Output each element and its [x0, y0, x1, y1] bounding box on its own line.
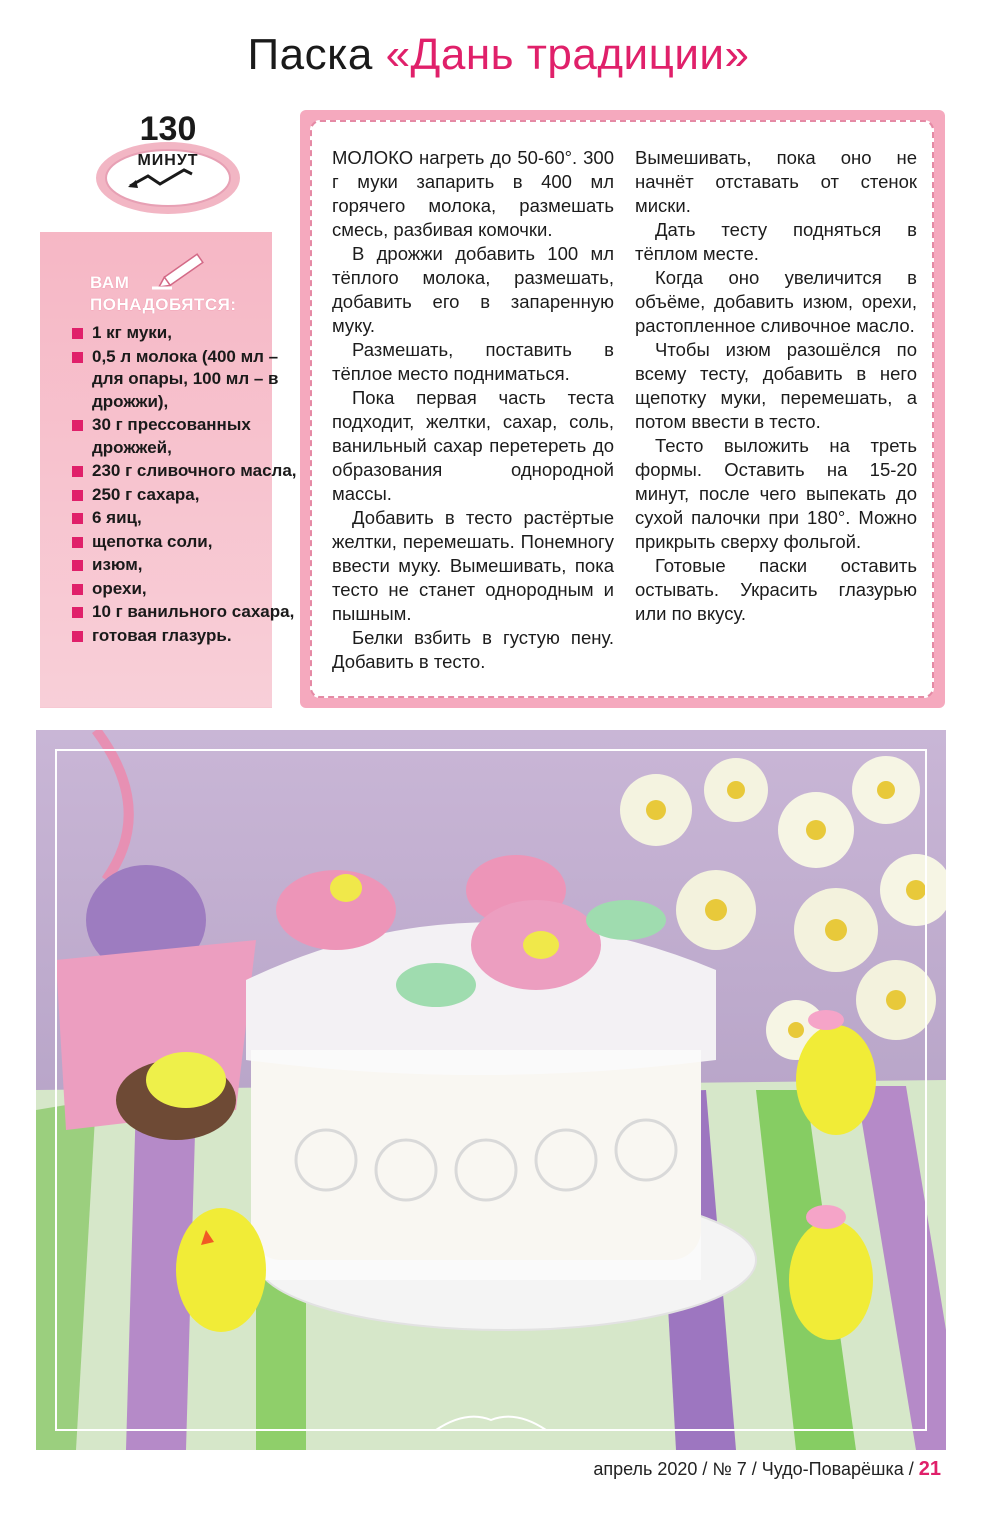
recipe-paragraph: Вымешивать, пока оно не начнёт отставать от стенок миски.: [635, 147, 917, 216]
time-value: 130: [139, 110, 197, 148]
list-item: 6 яиц,: [70, 507, 300, 530]
page-number: 21: [918, 1458, 941, 1480]
recipe-paragraph: Размешать, поставить в тёплое место подниматься.: [332, 339, 614, 384]
recipe-paragraph: Тесто выложить на треть формы. Оставить на 15-20 минут, после чего выпекать до сухой палочки при 180°. Можно прикрыть сверху фольгой.: [635, 435, 917, 552]
ingredients-heading: ВАМ ПОНАДОБЯТСЯ:: [90, 273, 237, 314]
list-item: готовая глазурь.: [70, 625, 300, 648]
ingredients-list: [70, 322, 300, 648]
recipe-paragraph: МОЛОКО нагреть до 50-60°. 300 г муки запарить в 400 мл горячего молока, размешать смесь, разбивая комочки.: [332, 147, 614, 240]
list-item: 10 г ванильного сахара,: [70, 601, 300, 624]
list-item: 230 г сливочного масла,: [70, 460, 300, 483]
list-item: изюм,: [70, 554, 300, 577]
bullet-icon: [72, 352, 83, 363]
recipe-column-right: [635, 146, 917, 626]
recipe-paragraph: Белки взбить в густую пену. Добавить в тесто.: [332, 627, 614, 672]
bullet-icon: [72, 328, 83, 339]
bullet-icon: [72, 466, 83, 477]
bullet-icon: [72, 631, 83, 642]
list-item: 30 г прессованных дрожжей,: [70, 414, 300, 459]
recipe-paragraph: Готовые паски оставить остывать. Украсить глазурью или по вкусу.: [635, 555, 917, 624]
list-item: орехи,: [70, 578, 300, 601]
bullet-icon: [72, 537, 83, 548]
bullet-icon: [72, 490, 83, 501]
cooking-time-badge: [92, 110, 244, 218]
easter-cake-photo: [36, 730, 946, 1450]
recipe-paragraph: В дрожжи добавить 100 мл тёплого молока, размешать, добавить его в запаренную муку.: [332, 243, 614, 336]
recipe-column-left: [332, 146, 614, 674]
recipe-paragraph: Добавить в тесто растёртые желтки, перемешать. Понемногу ввести муку. Вымешивать, пока тесто не станет однородным и пышным.: [332, 507, 614, 624]
bullet-icon: [72, 584, 83, 595]
recipe-paragraph: Когда оно увеличится в объёме, добавить изюм, орехи, растопленное сливочное масло.: [635, 267, 917, 336]
issue-info: апрель 2020 / № 7 / Чудо-Поварёшка /: [593, 1459, 914, 1479]
time-unit: МИНУТ: [137, 152, 199, 169]
title-prefix: Паска: [247, 30, 373, 79]
list-item: 1 кг муки,: [70, 322, 300, 345]
bullet-icon: [72, 420, 83, 431]
bullet-icon: [72, 607, 83, 618]
list-item: 0,5 л молока (400 мл – для опары, 100 мл – в дрожжи),: [70, 346, 300, 414]
title-accent: «Дань традиции»: [385, 30, 750, 79]
bullet-icon: [72, 513, 83, 524]
bullet-icon: [72, 560, 83, 571]
recipe-paragraph: Дать тесту подняться в тёплом месте.: [635, 219, 917, 264]
ingredients-panel: [40, 232, 297, 708]
list-item: 250 г сахара,: [70, 484, 300, 507]
list-item: щепотка соли,: [70, 531, 300, 554]
page-title: [0, 30, 997, 80]
recipe-paragraph: Чтобы изюм разошёлся по всему тесту, добавить в него щепотку муки, перемешать, а потом ввести в тесто.: [635, 339, 917, 432]
recipe-paragraph: Пока первая часть теста подходит, желтки, сахар, соль, ванильный сахар перетереть до образования однородной массы.: [332, 387, 614, 504]
page-footer: [593, 1458, 941, 1481]
recipe-frame: [300, 110, 945, 708]
